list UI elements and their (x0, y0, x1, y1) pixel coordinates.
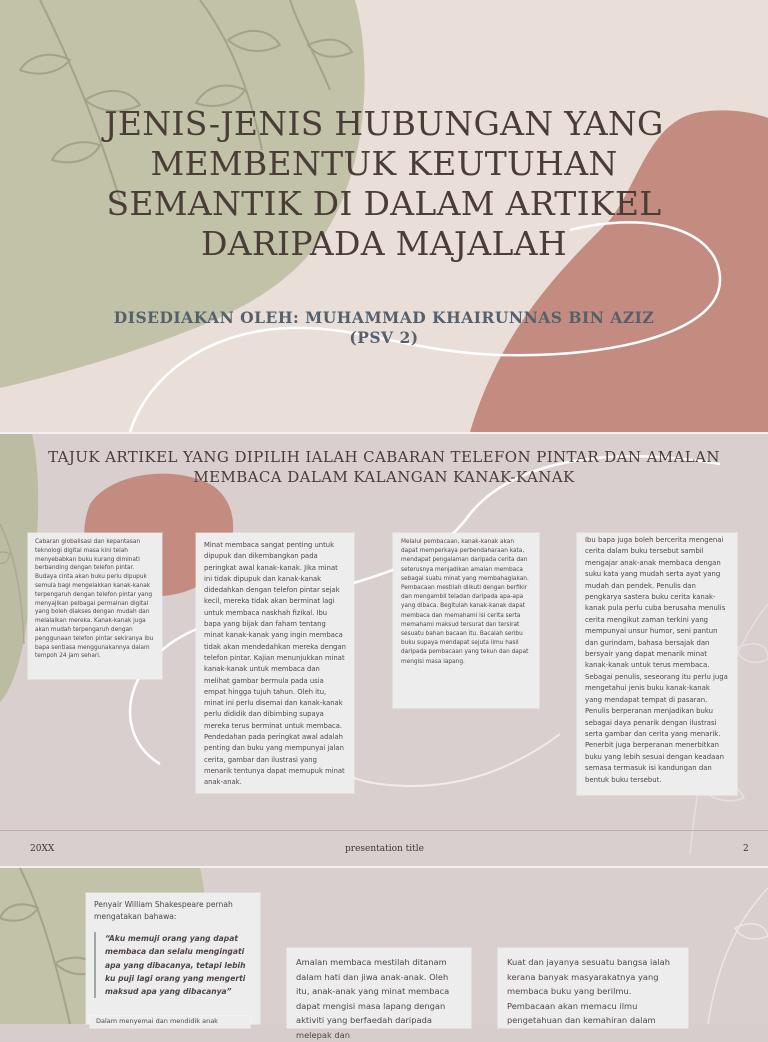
quote-intro: Penyair William Shakespeare pernah mengatakan bahawa: (94, 900, 233, 921)
footer-year: 20XX (30, 844, 55, 854)
footer-divider (0, 830, 768, 831)
text-card-6: Kuat dan jayanya sesuatu bangsa ialah kerana banyak masyarakatnya yang membaca buku yang berilmu. Pembacaan akan memacu ilmu pengetahuan dan kemahiran dalam (498, 948, 688, 1028)
presentation-subtitle (90, 308, 678, 348)
presentation-title: JENIS-JENIS HUBUNGAN YANG MEMBENTUK KEUTUHAN SEMANTIK DI DALAM ARTIKEL DARIPADA MAJALAH (104, 104, 664, 263)
class-line: (PSV 2) (349, 328, 419, 347)
page-number: 2 (743, 844, 749, 854)
text-card-7: Dalam menyemai dan mendidik anak (90, 1016, 250, 1028)
quote-slide (0, 868, 768, 1040)
article-title: TAJUK ARTIKEL YANG DIPILIH IALAH CABARAN TELEFON PINTAR DAN AMALAN MEMBACA DALAM KALANGAN KANAK-KANAK (48, 448, 720, 486)
text-card-1: Cabaran globalisasi dan kepantasan teknologi digital masa kini telah menyebabkan buku kurang diminati berbanding dengan telefon pintar. Budaya cinta akan buku perlu dipupuk semula bagi mengelakkan kanak-kanak terpengaruh dengan telefon pintar yang menyajikan pelbagai permainan digital yang boleh diakses dengan mudah dan melalaikan mereka. Kanak-kanak juga akan mudah terpengaruh dengan penggunaan telefon pintar sekiranya ibu bapa sentiasa menggunakannya dalam tempoh 24 jam sehari. (28, 533, 162, 679)
text-card-2: Minat membaca sangat penting untuk dipupuk dan dikembangkan pada peringkat awal kanak-kanak. Jika minat ini tidak dipupuk dan kanak-kanak didedahkan dengan telefon pintar sejak kecil, mereka tidak akan berminat lagi untuk membaca naskhah fizikal. Ibu bapa yang bijak dan faham tentang minat kanak-kanak yang ingin membaca tidak akan mendedahkan mereka dengan telefon pintar. Kajian menunjukkan minat kanak-kanak untuk membaca dan melihat gambar bermula pada usia empat hingga tujuh tahun. Oleh itu, minat ini perlu disemai dan kanak-kanak perlu dididik dan dibimbing supaya mereka terus berminat untuk membaca. Pendedahan pada peringkat awal adalah penting dan buku yang mempunyai jalan cerita, gambar dan ilustrasi yang menarik tentunya dapat memupuk minat anak-anak. (196, 533, 354, 793)
quote-card (86, 893, 260, 1024)
text-card-5: Amalan membaca mestilah ditanam dalam hati dan jiwa anak-anak. Oleh itu, anak-anak yang minat membaca dapat mengisi masa lapang dengan aktiviti yang berfaedah daripada melepak dan (287, 948, 471, 1028)
text-card-3: Melalui pembacaan, kanak-kanak akan dapat memperkaya perbendaharaan kata, mendapat pengalaman daripada cerita dan seterusnya menjadikan amalan membaca sebagai suatu minat yang membahagiakan. Pembacaan mestilah diikuti dengan berfikir dan mengambil teladan daripada apa-apa yang dibaca. Begitulah kanak-kanak dapat membaca dan memahami isi cerita serta memahami maksud tersurat dan tersirat sesuatu bahan bacaan itu. Bacalah seribu buku supaya mendapat sejuta ilmu hasil daripada pembacaan yang tekun dan dapat mengisi masa lapang. (393, 533, 539, 708)
leaf-branch-icon (708, 888, 768, 1024)
text-card-4: Ibu bapa juga boleh bercerita mengenai cerita dalam buku tersebut sambil mengajar anak-anak membaca dengan suku kata yang mudah serta ayat yang mudah dan pendek. Penulis dan pengkarya sastera buku cerita kanak-kanak pula perlu cuba berusaha menulis cerita mengikut zaman terkini yang mempunyai unsur humor, seni pantun dan gurindam, bahasa bersajak dan bersyair yang dapat menarik minat kanak-kanak untuk terus membaca. Sebagai penulis, seseorang itu perlu juga mengetahui jenis buku kanak-kanak yang mendapat tempat di pasaran. Penulis berperanan menjadikan buku sebagai daya penarik dengan ilustrasi serta gambar dan cerita yang menarik. Penerbit juga berperanan menerbitkan buku yang lebih sesuai dengan keadaan semasa termasuk isi kandungan dan bentuk buku tersebut. (577, 533, 737, 795)
footer-title: presentation title (345, 844, 425, 854)
article-slide (0, 434, 768, 866)
shakespeare-quote: “Aku memuji orang yang dapat membaca dan selalu mengingati apa yang dibacanya, tetapi lebih ku puji lagi orang yang mengerti maksud apa yang dibacanya” (94, 932, 252, 998)
author-line: DISEDIAKAN OLEH: MUHAMMAD KHAIRUNNAS BIN AZIZ (113, 308, 655, 327)
title-slide (0, 0, 768, 432)
